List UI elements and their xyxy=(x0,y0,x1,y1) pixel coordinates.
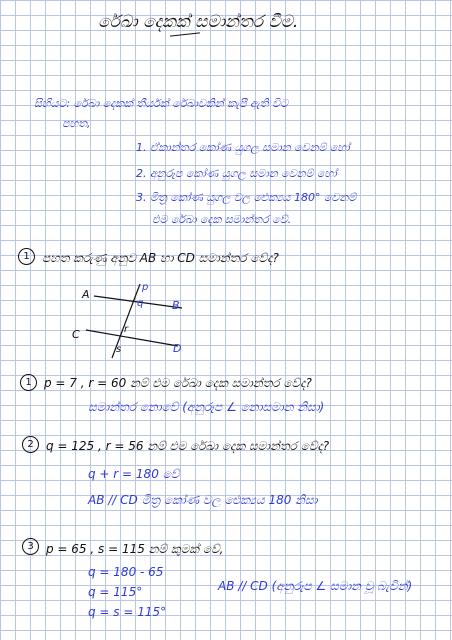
line-cd xyxy=(86,330,178,346)
condition-alternate: 1. ඒකාන්තර කෝණ යුගල සමාන වෙනම් හෝ xyxy=(136,141,350,154)
part-1-question: p = 7 , r = 60 නම් එම රේඛා දෙක සමාන්තර වේද? xyxy=(44,376,312,390)
condition-cointerior: 3. මිත්‍ර කෝණ යුගල වල ඓක්‍යය 180° වෙනම් xyxy=(136,191,357,204)
label-r: r xyxy=(124,324,129,335)
question-number: 1 xyxy=(18,248,35,265)
page-title: රේඛා දෙකක් සමාන්තර වීම. xyxy=(98,12,299,32)
label-c: C xyxy=(72,328,80,341)
condition-conclusion: එම රේඛා දෙක සමාන්තර වේ. xyxy=(152,213,292,226)
label-d: D xyxy=(173,342,182,355)
part-3-answer-3: q = s = 115° xyxy=(88,605,167,619)
note-heading-continued: පහත, xyxy=(62,117,91,130)
label-a: A xyxy=(82,288,90,301)
main-question-text: පහත කරුණු අනුව AB හා CD සමාන්තර වේද? xyxy=(42,251,279,265)
part-1-number: 1 xyxy=(20,374,37,391)
part-2-answer-2: AB // CD මිත්‍ර කෝණ වල ඓක්‍යය 180 නිසා xyxy=(88,493,318,507)
part-2-number: 2 xyxy=(22,436,39,453)
part-3-number: 3 xyxy=(22,538,39,555)
label-q: q xyxy=(137,298,144,309)
part-1-answer: සමාන්තර නොවේ (අනුරූප ∠ නොසමාන නිසා) xyxy=(88,400,325,414)
note-heading: සිහියට: රේඛා දෙකක් තීර්යක් රේඛාවකින් කැපී ඇති විට xyxy=(34,97,288,110)
part-3-question: p = 65 , s = 115 නම් කුමක් වේ, xyxy=(46,542,224,556)
label-p: p xyxy=(142,282,149,293)
part-3-answer-1: q = 180 - 65 xyxy=(88,565,164,579)
part-2-question: q = 125 , r = 56 නම් එම රේඛා දෙක සමාන්තර වේද? xyxy=(46,439,330,453)
condition-corresponding: 2. අනුරූප කෝණ යුගල සමාන වෙනම් හෝ xyxy=(136,167,337,180)
label-s: s xyxy=(116,344,122,355)
label-b: B xyxy=(172,299,180,312)
part-2-answer-1: q + r = 180 වේ xyxy=(88,467,180,481)
part-3-answer-2: q = 115° xyxy=(88,585,143,599)
part-3-conclusion: AB // CD (අනුරූප ∠ සමාන වූ බැවින්) xyxy=(218,579,413,593)
